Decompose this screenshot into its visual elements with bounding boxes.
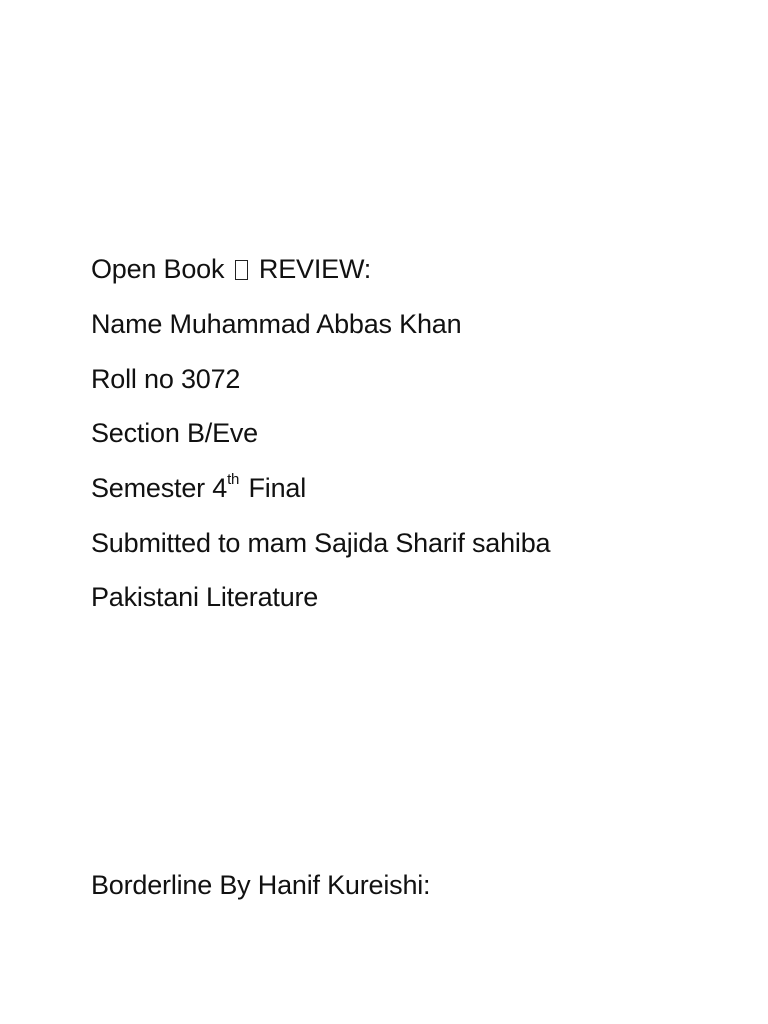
heading-text-before: Open Book: [91, 254, 225, 284]
semester-prefix: Semester 4: [91, 473, 228, 503]
semester-ordinal: th: [227, 471, 240, 488]
roll-number: Roll no 3072: [91, 364, 241, 394]
subject: Pakistani Literature: [91, 582, 319, 612]
heading-text-after: REVIEW:: [258, 254, 372, 284]
section: Section B/Eve: [91, 418, 258, 448]
semester: [91, 472, 306, 504]
semester-suffix: Final: [241, 473, 307, 503]
student-name: Name Muhammad Abbas Khan: [91, 309, 462, 339]
missing-glyph-icon: [235, 260, 248, 280]
essay-title: Borderline By Hanif Kureishi:: [91, 870, 431, 900]
submitted-to: Submitted to mam Sajida Sharif sahiba: [91, 528, 551, 558]
review-heading: [91, 253, 371, 285]
